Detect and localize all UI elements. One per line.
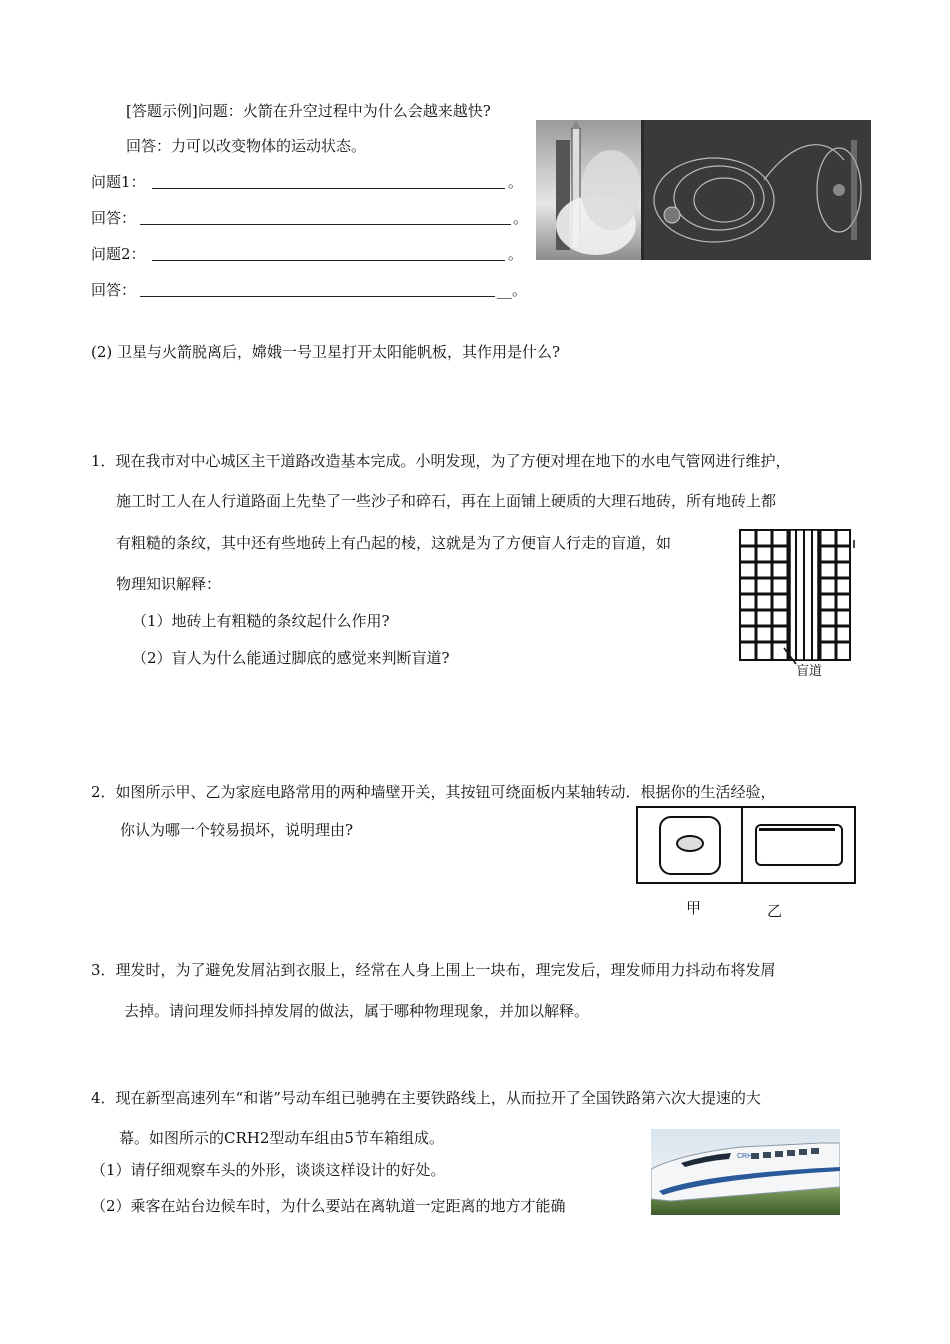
- answer-2-label: 回答：: [91, 281, 137, 299]
- question-2-blank[interactable]: [152, 260, 505, 261]
- switch-a-figure: [636, 806, 743, 884]
- problem-3-line-2: 去掉。请问理发师抖掉发屑的做法，属于哪种物理现象，并加以解释。: [124, 1002, 590, 1020]
- solar-panel-question: (2) 卫星与火箭脱离后，嫦娥一号卫星打开太阳能帆板，其作用是什么?: [91, 343, 561, 361]
- problem-4-sub-2: （2）乘客在站台边候车时，为什么要站在离轨道一定距离的地方才能确: [91, 1197, 566, 1215]
- end-mark: 。: [508, 245, 524, 263]
- problem-1-sub-1: （1）地砖上有粗糙的条纹起什么作用?: [132, 612, 390, 630]
- problem-2-line-1: 2．如图所示甲、乙为家庭电路常用的两种墙壁开关，其按钮可绕面板内某轴转动．根据你的生活经验，: [91, 783, 776, 801]
- problem-4-sub-1: （1）请仔细观察车头的外形，谈谈这样设计的好处。: [91, 1161, 446, 1179]
- rocket-launch-photo: [536, 120, 641, 260]
- switch-a-button: [676, 835, 704, 852]
- question-1-label: 问题1：: [91, 173, 146, 191]
- switch-b-label: 乙: [767, 902, 783, 920]
- problem-4-line-2: 幕。如图所示的CRH2型动车组由5节车箱组成。: [119, 1129, 444, 1147]
- problem-1-line-3: 有粗糙的条纹，其中还有些地砖上有凸起的棱，这就是为了方便盲人行走的盲道，如: [116, 534, 672, 552]
- switch-b-edge: [759, 828, 835, 831]
- crh2-train-photo: [651, 1129, 840, 1215]
- end-mark: 。: [513, 209, 529, 227]
- answer-1-label: 回答：: [91, 209, 137, 227]
- example-question: [答题示例]问题：火箭在升空过程中为什么会越来越快?: [126, 102, 491, 120]
- problem-1-line-4: 物理知识解释：: [116, 575, 222, 593]
- answer-1-blank[interactable]: [140, 224, 511, 225]
- problem-1-line-2: 施工时工人在人行道路面上先垫了一些沙子和碎石，再在上面铺上硬质的大理石地砖，所有地砖上都: [116, 492, 777, 510]
- example-answer: 回答：力可以改变物体的运动状态。: [126, 137, 367, 155]
- blind-path-figure: [734, 522, 864, 684]
- problem-4-line-1: 4．现在新型高速列车“和谐”号动车组已驰骋在主要铁路线上，从而拉开了全国铁路第六次大提速的大: [91, 1089, 761, 1107]
- question-2-label: 问题2：: [91, 245, 146, 263]
- orbit-diagram: [644, 120, 871, 260]
- switch-a-label: 甲: [686, 899, 702, 917]
- end-mark: 。: [508, 173, 524, 191]
- problem-1-line-1: 1．现在我市对中心城区主干道路改造基本完成。小明发现，为了方便对埋在地下的水电气管网进行维护，: [91, 452, 791, 470]
- problem-1-sub-2: （2）盲人为什么能通过脚底的感觉来判断盲道?: [132, 649, 450, 667]
- blind-path-label: 盲道: [796, 664, 823, 679]
- rocket-orbit-figure: [536, 120, 871, 260]
- switch-b-figure: [741, 806, 856, 884]
- train-logo: CRH: [737, 1153, 753, 1160]
- answer-2-blank[interactable]: [140, 296, 495, 297]
- problem-2-line-2: 你认为哪一个较易损坏，说明理由?: [120, 821, 354, 839]
- question-1-blank[interactable]: [152, 188, 505, 189]
- end-mark: __。: [497, 281, 528, 299]
- problem-3-line-1: 3．理发时，为了避免发屑沾到衣服上，经常在人身上围上一块布，理完发后，理发师用力抖动布将发屑: [91, 961, 776, 979]
